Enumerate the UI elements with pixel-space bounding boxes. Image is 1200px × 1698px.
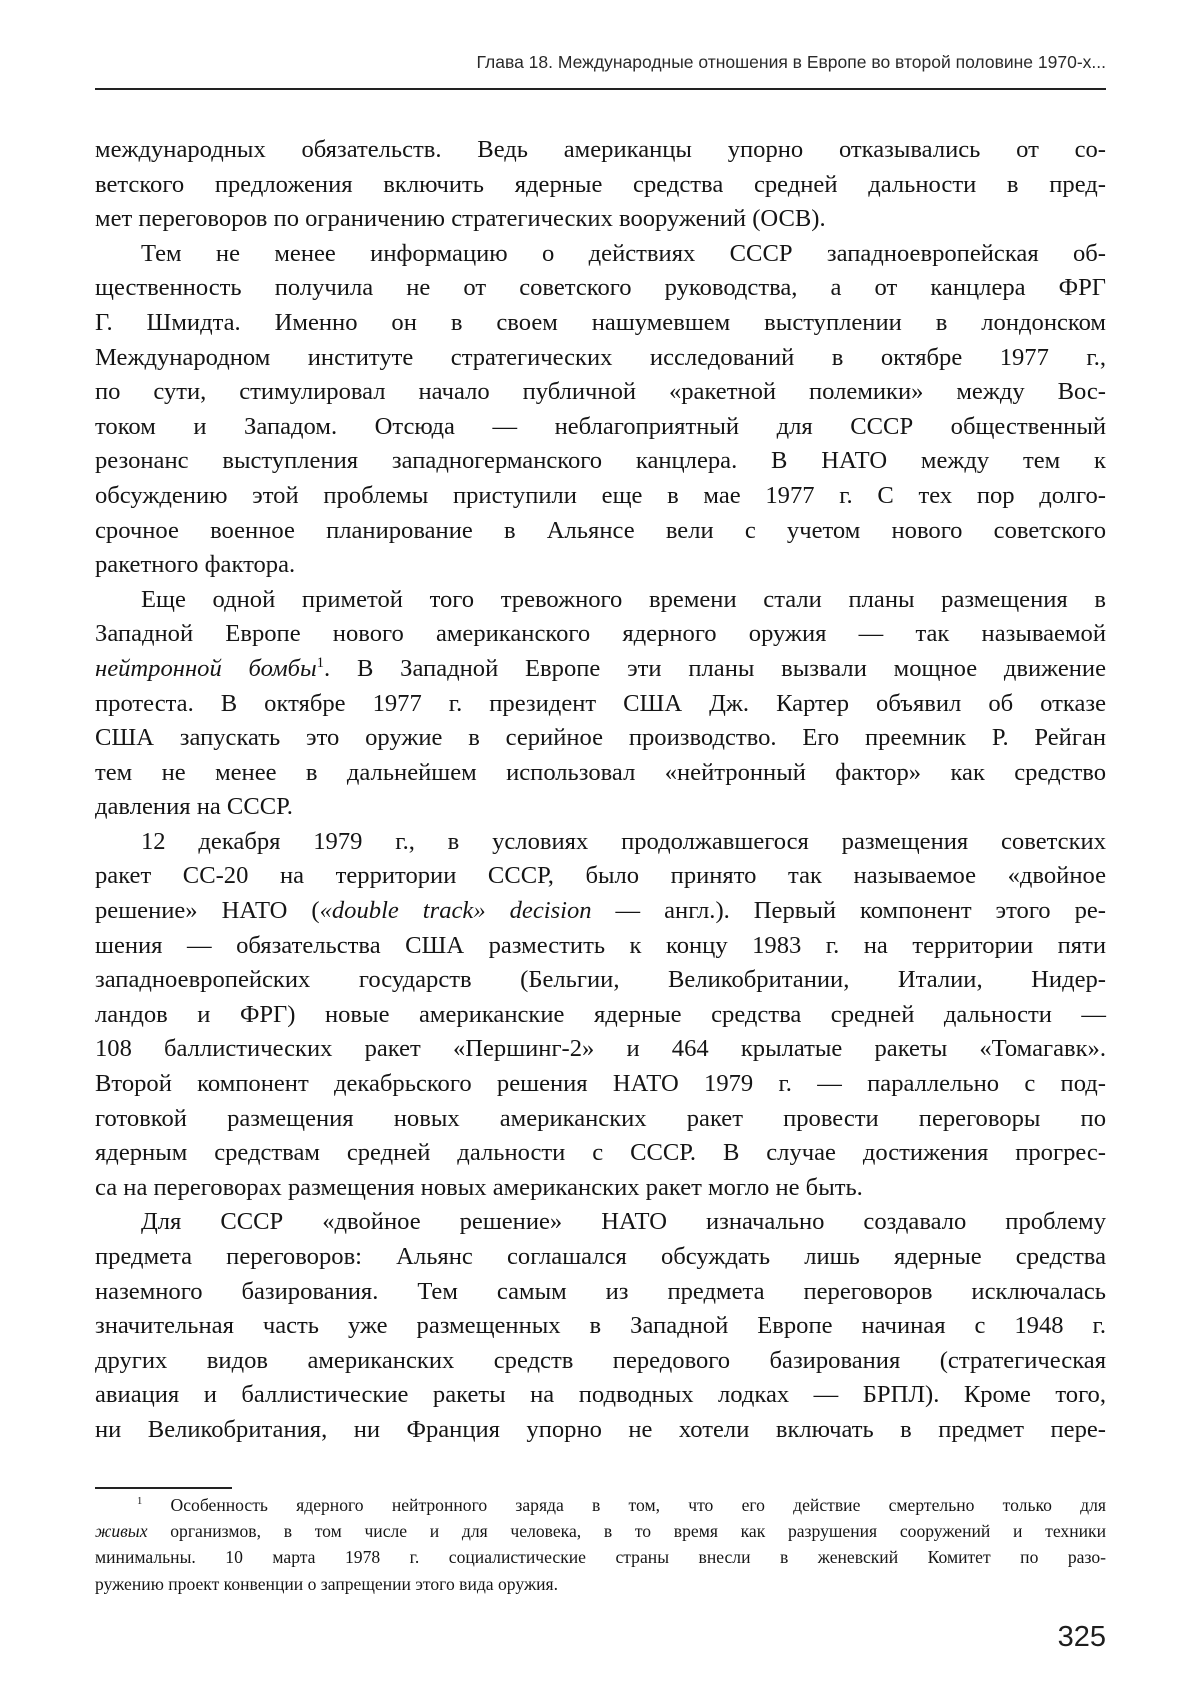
footnote: [95, 1492, 1106, 1597]
text-line: авиация и баллистические ракеты на подводных лодках — БРПЛ). Кроме того,: [95, 1381, 1106, 1409]
footnote-line: [95, 1518, 1106, 1544]
text-line: международных обязательств. Ведь американцы упорно отказывались от со-: [95, 136, 1106, 163]
text-line-with-italic: [95, 894, 1106, 929]
text-line: ракет СС-20 на территории СССР, было принято так называемое «двойное: [95, 862, 1106, 890]
text-line: готовкой размещения новых американских ракет провести переговоры по: [95, 1104, 1106, 1132]
text-line: тем не менее в дальнейшем использовал «нейтронный фактор» как средство: [95, 758, 1106, 786]
text-line: значительная часть уже размещенных в Западной Европе начиная с 1948 г.: [95, 1312, 1106, 1340]
footnote-line: ружению проект конвенции о запрещении этого вида оружия.: [95, 1573, 559, 1594]
text-line: щественность получила не от советского руководства, а от канцлера ФРГ: [95, 274, 1106, 302]
text-line: ветского предложения включить ядерные средства средней дальности в пред-: [95, 170, 1106, 198]
italic-term: «double track» decision: [319, 897, 592, 925]
text-line: обсуждению этой проблемы приступили еще в мае 1977 г. С тех пор долго-: [95, 481, 1106, 509]
text-line: ландов и ФРГ) новые американские ядерные средства средней дальности —: [95, 1000, 1106, 1028]
text-line: западноевропейских государств (Бельгии, Великобритании, Италии, Нидер-: [95, 966, 1106, 994]
text-line: Г. Шмидта. Именно он в своем нашумевшем выступлении в лондонском: [95, 308, 1106, 336]
text-line: 108 баллистических ракет «Першинг-2» и 464 крылатые ракеты «Томагавк».: [95, 1035, 1106, 1063]
text-line: ни Великобритания, ни Франция упорно не хотели включать в предмет пере-: [95, 1415, 1106, 1443]
footnote-marker: 1: [316, 654, 325, 671]
text-line: резонанс выступления западногерманского канцлера. В НАТО между тем к: [95, 447, 1106, 475]
text-line: давления на СССР.: [95, 793, 293, 821]
footnote-rule: [95, 1487, 232, 1489]
text-line: ядерным средствам средней дальности с СССР. В случае достижения прогрес-: [95, 1139, 1106, 1167]
text-line: наземного базирования. Тем самым из предмета переговоров исключалась: [95, 1277, 1106, 1305]
text-line: са на переговорах размещения новых американских ракет могло не быть.: [95, 1173, 863, 1201]
page-number: 325: [1057, 1621, 1106, 1653]
header-rule: [95, 88, 1106, 90]
text-line: других видов американских средств передового базирования (стратегическая: [95, 1346, 1106, 1374]
text-line-with-footnote: [95, 652, 1106, 687]
text-line: по сути, стимулировал начало публичной «ракетной полемики» между Вос-: [95, 378, 1106, 406]
text-line: Западной Европе нового американского ядерного оружия — так называемой: [95, 620, 1106, 648]
running-head: Глава 18. Международные отношения в Европе во второй половине 1970-х...: [476, 52, 1106, 72]
text-line: мет переговоров по ограничению стратегических вооружений (ОСВ).: [95, 205, 826, 233]
text-line: Международном институте стратегических исследований в октябре 1977 г.,: [95, 343, 1106, 371]
text-line: срочное военное планирование в Альянсе вели с учетом нового советского: [95, 516, 1106, 544]
text-line: током и Западом. Отсюда — неблагоприятный для СССР общественный: [95, 412, 1106, 440]
text-segment: . В Западной Европе эти планы вызвали мощное движение: [324, 654, 1106, 682]
italic-term: живых: [95, 1521, 148, 1542]
text-line: Для СССР «двойное решение» НАТО изначально создавало проблему: [141, 1208, 1106, 1236]
text-segment: организмов, в том числе и для человека, в то время как разрушения сооружений и техники: [147, 1521, 1106, 1542]
italic-term: нейтронной бомбы: [95, 654, 317, 682]
text-line: предмета переговоров: Альянс соглашался обсуждать лишь ядерные средства: [95, 1243, 1106, 1270]
text-segment: — англ.). Первый компонент этого ре-: [591, 897, 1106, 925]
text-line: Еще одной приметой того тревожного времени стали планы размещения в: [141, 585, 1106, 613]
text-line: ракетного фактора.: [95, 551, 296, 579]
footnote-line: [95, 1492, 1106, 1518]
text-segment: решение» НАТО (: [95, 897, 320, 925]
text-line: 12 декабря 1979 г., в условиях продолжавшегося размещения советских: [141, 827, 1106, 855]
text-line: США запускать это оружие в серийное производство. Его преемник Р. Рейган: [95, 724, 1106, 752]
text-line: шения — обязательства США разместить к концу 1983 г. на территории пяти: [95, 931, 1106, 959]
text-line: протеста. В октябре 1977 г. президент США Дж. Картер объявил об отказе: [95, 689, 1106, 717]
footnote-line: минимальны. 10 марта 1978 г. социалистические страны внесли в женевский Комитет по разо-: [95, 1547, 1106, 1568]
text-line: Второй компонент декабрьского решения НАТО 1979 г. — параллельно с под-: [95, 1070, 1106, 1098]
text-line: Тем не менее информацию о действиях СССР западноевропейская об-: [141, 239, 1106, 267]
text-segment: Особенность ядерного нейтронного заряда в том, что его действие смертельно только для: [142, 1495, 1106, 1515]
body-text: [95, 133, 1106, 1448]
footnote-marker: 1: [137, 1496, 143, 1508]
